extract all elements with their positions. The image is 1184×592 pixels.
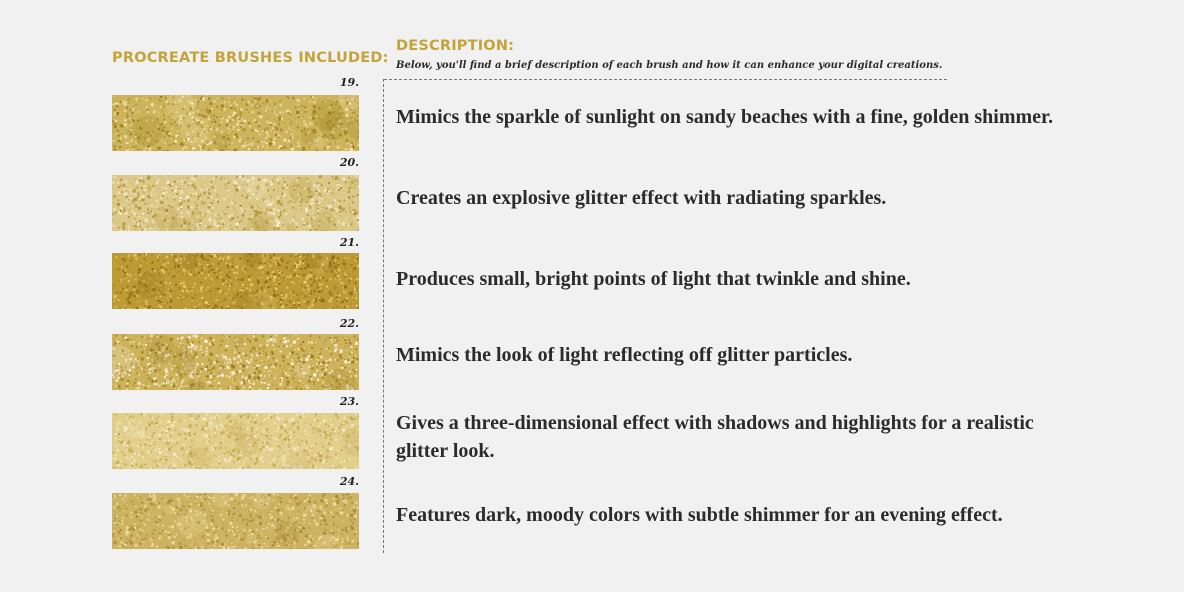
brush-number: 21. <box>339 236 359 249</box>
brush-swatch <box>112 334 359 390</box>
brush-description: Mimics the look of light reflecting off glitter particles. <box>396 344 853 366</box>
horizontal-divider <box>384 79 947 80</box>
brush-number: 22. <box>339 317 359 330</box>
brush-swatch <box>112 413 359 469</box>
vertical-divider <box>383 79 384 553</box>
brushes-included-heading: PROCREATE BRUSHES INCLUDED: <box>112 50 389 66</box>
brush-number: 20. <box>339 156 359 169</box>
brush-description: Creates an explosive glitter effect with radiating sparkles. <box>396 187 887 209</box>
brush-swatch <box>112 95 359 151</box>
brush-swatch <box>112 175 359 231</box>
brush-number: 19. <box>339 76 359 89</box>
brush-description: Gives a three-dimensional effect with shadows and highlights for a realistic glitter look. <box>396 412 1034 462</box>
brush-swatch <box>112 493 359 549</box>
brush-description: Mimics the sparkle of sunlight on sandy beaches with a fine, golden shimmer. <box>396 106 1054 128</box>
brush-number: 24. <box>339 475 359 488</box>
brush-description: Produces small, bright points of light that twinkle and shine. <box>396 268 911 290</box>
description-heading: DESCRIPTION: <box>396 38 515 54</box>
brush-description: Features dark, moody colors with subtle shimmer for an evening effect. <box>396 504 1003 526</box>
brush-swatch <box>112 253 359 309</box>
brush-number: 23. <box>339 395 359 408</box>
description-subtitle: Below, you'll find a brief description of each brush and how it can enhance your digital creations. <box>396 60 943 71</box>
